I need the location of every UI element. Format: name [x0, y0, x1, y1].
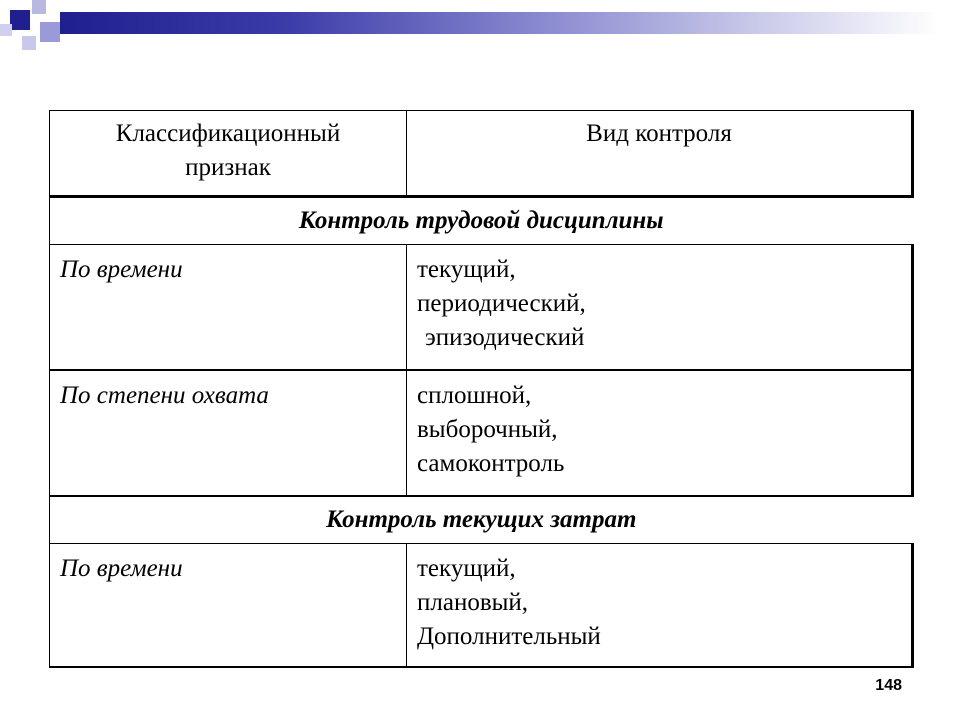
decor-square-light	[22, 36, 36, 50]
page-number: 148	[875, 677, 902, 694]
kind-item: текущий,	[417, 256, 516, 283]
section-title: Контроль трудовой дисциплины	[50, 197, 913, 245]
header-criterion-line: Классификационный	[115, 120, 341, 147]
header-criterion	[50, 111, 407, 197]
decor-square-dark	[10, 10, 30, 30]
kind-item: сплошной,	[417, 382, 532, 409]
table-row	[50, 370, 913, 496]
criterion-cell: По степени охвата	[50, 370, 407, 496]
table-row	[50, 544, 913, 668]
criterion-cell: По времени	[50, 544, 407, 668]
kind-item: эпизодический	[425, 324, 585, 351]
section-row	[50, 197, 913, 245]
kinds-cell	[407, 370, 913, 496]
criterion-cell: По времени	[50, 245, 407, 371]
table-row	[50, 245, 913, 371]
decor-square-light	[40, 22, 60, 42]
kinds-cell	[407, 544, 913, 668]
kind-item: периодический,	[417, 290, 586, 317]
section-title: Контроль текущих затрат	[50, 496, 913, 544]
section-row	[50, 496, 913, 544]
header-band	[60, 12, 940, 34]
decor-square-light	[0, 24, 12, 36]
kind-item: Дополнительный	[417, 623, 601, 650]
kind-item: выборочный,	[417, 416, 558, 443]
header-criterion-line: признак	[185, 154, 271, 181]
control-types-table	[49, 110, 914, 668]
kind-item: самоконтроль	[417, 450, 565, 477]
header-control-type: Вид контроля	[407, 111, 913, 197]
decor-square-light	[32, 0, 46, 14]
table-header-row	[50, 111, 913, 197]
kinds-cell	[407, 245, 913, 371]
kind-item: текущий,	[417, 555, 516, 582]
kind-item: плановый,	[417, 589, 529, 616]
